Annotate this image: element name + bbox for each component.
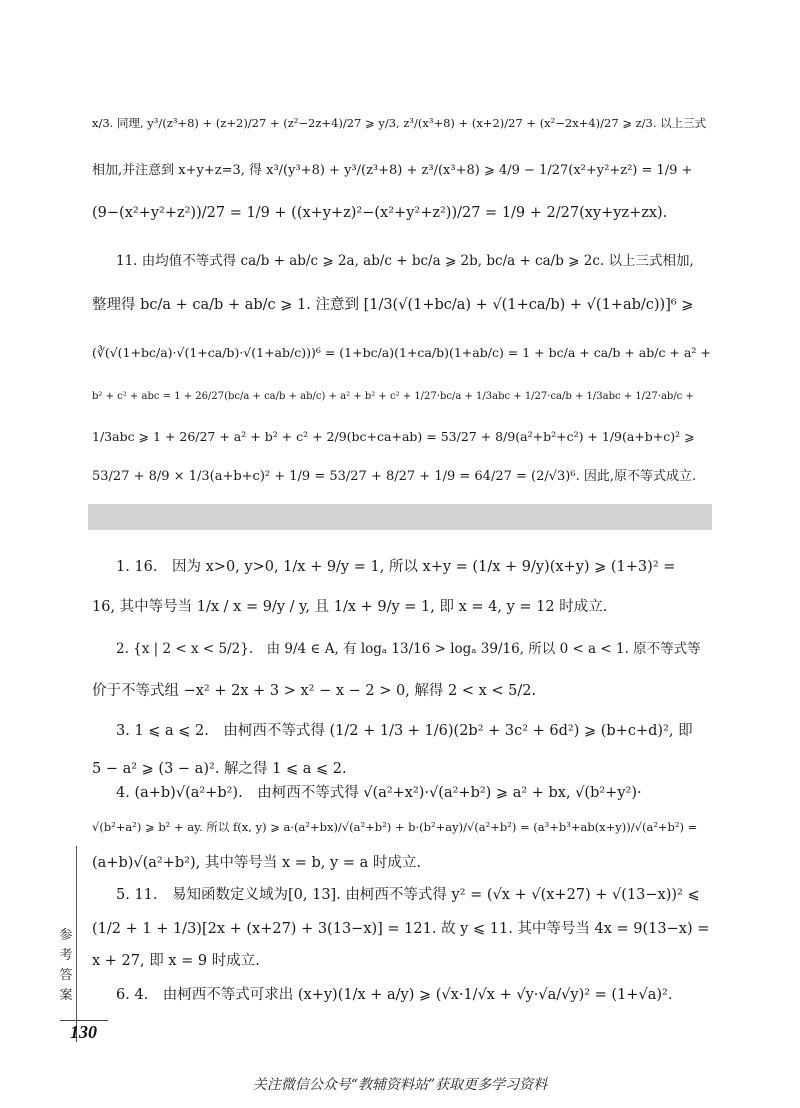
answer-3-line: 3. 1 ⩽ a ⩽ 2. 由柯西不等式得 (1/2 + 1/3 + 1/6)(2b² + 3c² + 6d²) ⩾ (b+c+d)², 即 — [116, 723, 693, 739]
side-tab-char: 参 — [59, 928, 73, 943]
text-line: (∛(√(1+bc/a)·√(1+ca/b)·√(1+ab/c)))⁶ = (1+bc/a)(1+ca/b)(1+ab/c) = 1 + bc/a + ca/b + ab/c + a² + — [92, 345, 711, 360]
answer-1-line: 1. 16. 因为 x>0, y>0, 1/x + 9/y = 1, 所以 x+y = (1/x + 9/y)(x+y) ⩾ (1+3)² = — [116, 559, 676, 575]
text-line: b² + c² + abc = 1 + 26/27(bc/a + ca/b + ab/c) + a² + b² + c² + 1/27·bc/a + 1/3abc + 1/27·ca/b + 1/3abc + 1/27·ab/c + — [92, 391, 694, 402]
text-line: √(b²+a²) ⩾ b² + ay. 所以 f(x, y) ⩾ a·(a²+bx)/√(a²+b²) + b·(b²+ay)/√(a²+b²) = (a³+b³+ab(x+y))/√(a²+b²) = — [92, 820, 698, 834]
answer-5-line: 5. 11. 易知函数定义域为[0, 13]. 由柯西不等式得 y² = (√x + √(x+27) + √(13−x))² ⩽ — [116, 887, 700, 903]
text-line: x/3. 同理, y³/(z³+8) + (z+2)/27 + (z²−2z+4)/27 ⩾ y/3, z³/(x³+8) + (x+2)/27 + (x²−2x+4)/27 ⩾ z/3. 以上三式 — [92, 116, 707, 130]
side-tab-label — [58, 926, 74, 1006]
text-line: (9−(x²+y²+z²))/27 = 1/9 + ((x+y+z)²−(x²+y²+z²))/27 = 1/9 + 2/27(xy+yz+zx). — [92, 205, 668, 221]
problem-11-line: 11. 由均值不等式得 ca/b + ab/c ⩾ 2a, ab/c + bc/a ⩾ 2b, bc/a + ca/b ⩾ 2c. 以上三式相加, — [116, 253, 694, 269]
text-line: (1/2 + 1 + 1/3)[2x + (x+27) + 3(13−x)] = 121. 故 y ⩽ 11. 其中等号当 4x = 9(13−x) = — [92, 921, 710, 937]
text-line: 价于不等式组 −x² + 2x + 3 > x² − x − 2 > 0, 解得 2 < x < 5/2. — [92, 683, 537, 699]
text-line: x + 27, 即 x = 9 时成立. — [92, 953, 260, 969]
text-line: (a+b)√(a²+b²), 其中等号当 x = b, y = a 时成立. — [92, 855, 421, 871]
side-rule — [76, 846, 77, 1042]
footer-note: 关注微信公众号“教辅资料站”获取更多学习资料 — [252, 1077, 548, 1093]
page-number: 130 — [70, 1022, 97, 1042]
text-line: 整理得 bc/a + ca/b + ab/c ⩾ 1. 注意到 [1/3(√(1+bc/a) + √(1+ca/b) + √(1+ab/c))]⁶ ⩾ — [92, 297, 694, 313]
answer-4-line: 4. (a+b)√(a²+b²). 由柯西不等式得 √(a²+x²)·√(a²+b²) ⩾ a² + bx, √(b²+y²)· — [116, 785, 642, 801]
text-line: 16, 其中等号当 1/x / x = 9/y / y, 且 1/x + 9/y = 1, 即 x = 4, y = 12 时成立. — [92, 599, 608, 615]
side-tab-char: 答 — [59, 968, 73, 983]
text-line: 5 − a² ⩾ (3 − a)². 解之得 1 ⩽ a ⩽ 2. — [92, 761, 347, 777]
section-header — [88, 504, 712, 530]
text-line: 53/27 + 8/9 × 1/3(a+b+c)² + 1/9 = 53/27 + 8/27 + 1/9 = 64/27 = (2/√3)⁶. 因此,原不等式成立. — [92, 469, 697, 484]
text-line: 相加,并注意到 x+y+z=3, 得 x³/(y³+8) + y³/(z³+8) + z³/(x³+8) ⩾ 4/9 − 1/27(x²+y²+z²) = 1/9 + — [92, 163, 693, 178]
side-tab-char: 案 — [59, 988, 73, 1003]
text-line: 1/3abc ⩾ 1 + 26/27 + a² + b² + c² + 2/9(bc+ca+ab) = 53/27 + 8/9(a²+b²+c²) + 1/9(a+b+c)² ⩾ — [92, 429, 695, 444]
side-tab-char: 考 — [59, 948, 73, 963]
answer-6-line: 6. 4. 由柯西不等式可求出 (x+y)(1/x + a/y) ⩾ (√x·1/√x + √y·√a/√y)² = (1+√a)². — [116, 987, 673, 1003]
answer-2-line: 2. {x | 2 < x < 5/2}. 由 9/4 ∈ A, 有 logₐ 13/16 > logₐ 39/16, 所以 0 < a < 1. 原不等式等 — [116, 641, 701, 657]
